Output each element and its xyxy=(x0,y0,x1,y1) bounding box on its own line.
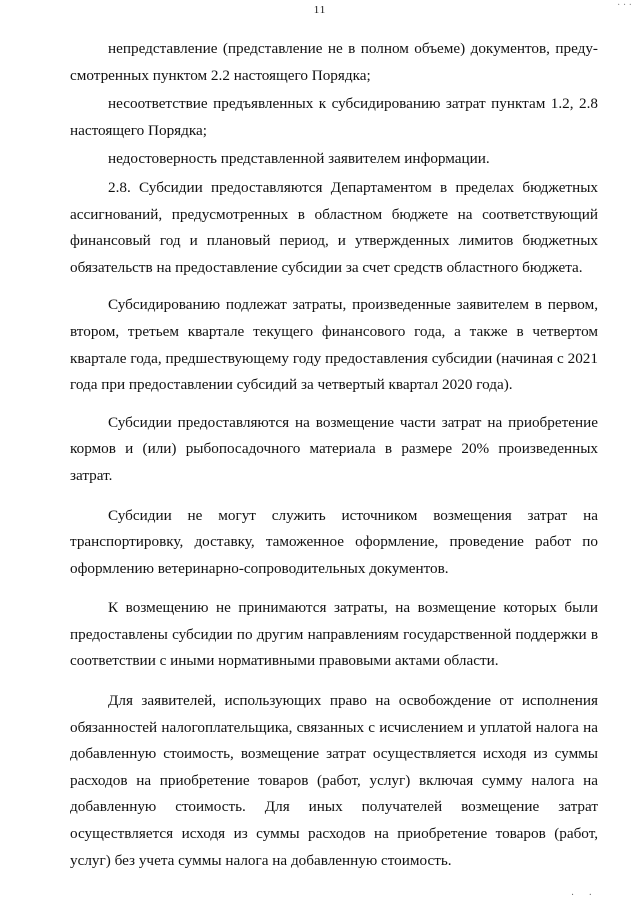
scan-corner-mark-bottom: · · xyxy=(570,890,598,901)
paragraph-eligible-costs: Субсидированию подлежат затраты, произведенные заявителем в первом, втором, третьем квартале текущего финансового года, а также в четвертом квартале года, предшествующему году предоставления субсидии (начиная с 2021 года при предоставлении субсидий за четвертый квартал 2020 года). xyxy=(70,296,598,394)
paragraph-subsidy-rate: Субсидии предоставляются на возмещение части затрат на приобретение кормов и (или) рыбопосадочного материала в размере 20% произведенных затрат. xyxy=(70,413,598,484)
paragraph-non-submission: непредставление (представление не в полном объеме) документов, преду-смотренных пунктом 2.2 настоящего Порядка; xyxy=(70,40,598,84)
paragraph-unreliable-info: недостоверность представленной заявителем информации. xyxy=(108,150,490,168)
page-number: 11 xyxy=(313,4,327,16)
paragraph-2-8: 2.8. Субсидии предоставляются Департаментом в пределах бюджетных ассигнований, предусмотренных в областном бюджете на соответствующий финансовый год и плановый период, и утвержденных лимитов бюджетных обязательств на предоставление субсидии за счет средств областного бюджета. xyxy=(70,178,598,276)
paragraph-non-compliance: несоответствие предъявленных к субсидированию затрат пунктам 1.2, 2.8 настоящего Порядка; xyxy=(70,95,598,139)
paragraph-other-support: К возмещению не принимаются затраты, на возмещение которых были предоставлены субсидии по другим направлениям государственной поддержки в соответствии с иными нормативными правовыми актами области. xyxy=(70,599,598,670)
paragraph-vat-rules: Для заявителей, использующих право на освобождение от исполнения обязанностей налогоплательщика, связанных с исчислением и уплатой налога на добавленную стоимость, возмещение затрат осуществляется исходя из суммы расходов на приобретение товаров (работ, услуг) включая сумму налога на добавленную стоимость. Для иных получателей возмещение затрат осуществляется исходя из суммы расходов на приобретение товаров (работ, услуг) без учета суммы налога на добавленную стоимость. xyxy=(70,692,598,869)
paragraph-excluded-costs: Субсидии не могут служить источником возмещения затрат на транспортировку, доставку, таможенное оформление, проведение работ по оформлению ветеринарно-сопроводительных документов. xyxy=(70,506,598,577)
scan-corner-mark: · · · xyxy=(617,0,632,11)
document-body xyxy=(70,36,598,874)
